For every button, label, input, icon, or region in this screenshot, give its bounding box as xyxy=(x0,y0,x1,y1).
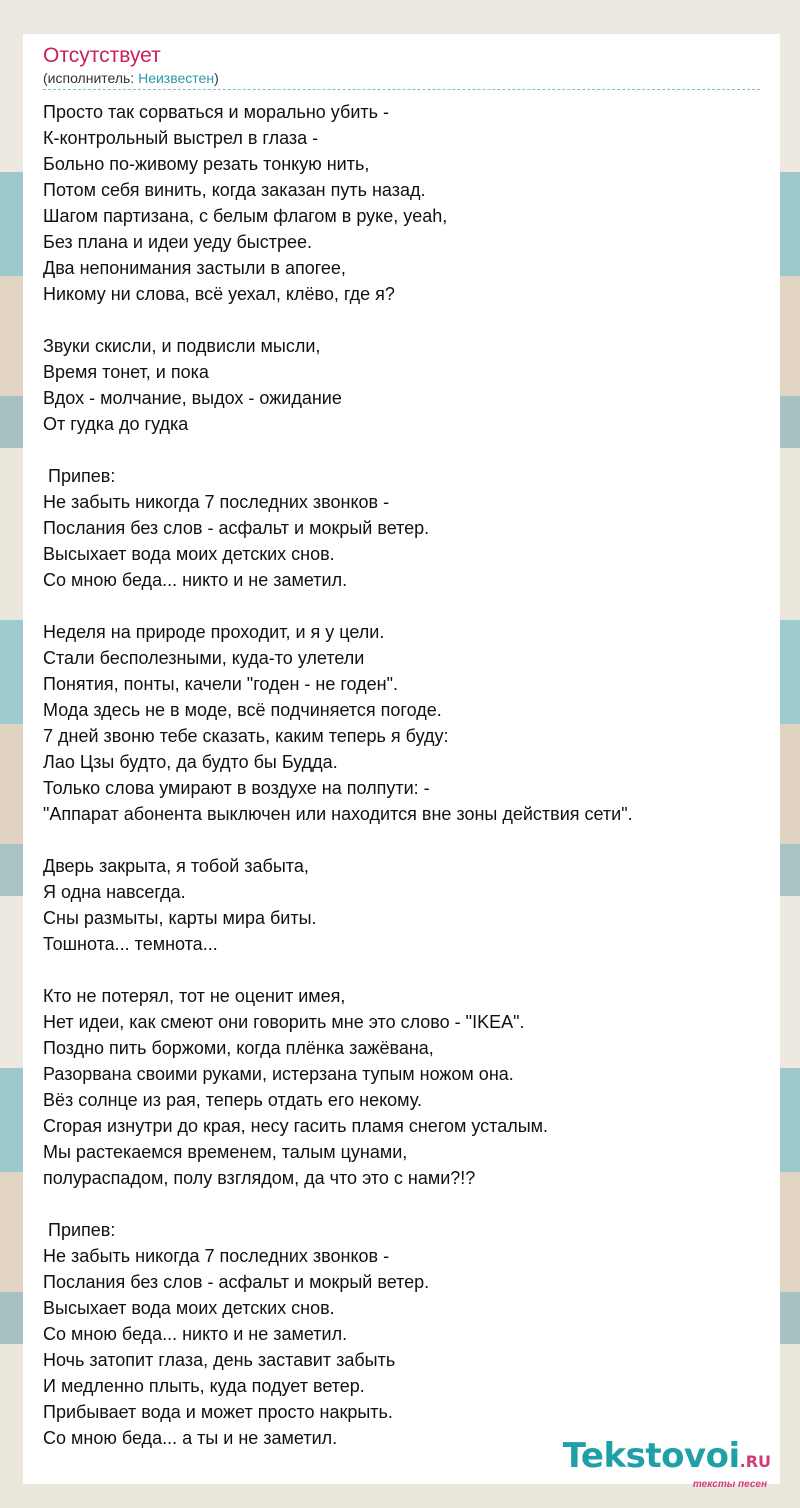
lyrics-card xyxy=(23,34,780,1484)
lyric-line: Просто так сорваться и морально убить - xyxy=(43,102,389,122)
lyric-line: Высыхает вода моих детских снов. xyxy=(43,544,335,564)
lyric-line: Послания без слов - асфальт и мокрый ветер. xyxy=(43,518,430,538)
song-title: Отсутствует xyxy=(43,44,161,67)
artist-suffix: ) xyxy=(214,70,219,86)
lyric-line: Два непонимания застыли в апогее, xyxy=(43,258,346,278)
lyric-line: Поздно пить боржоми, когда плёнка зажёвана, xyxy=(43,1038,434,1058)
lyric-line: Шагом партизана, с белым флагом в руке, yeah, xyxy=(43,206,448,226)
lyric-line xyxy=(43,827,760,853)
lyric-line: Никому ни слова, всё уехал, клёво, где я? xyxy=(43,284,395,304)
lyric-line: Я одна навсегда. xyxy=(43,882,186,902)
lyric-line: Со мною беда... никто и не заметил. xyxy=(43,570,348,590)
lyric-line: Лао Цзы будто, да будто бы Будда. xyxy=(43,752,338,772)
lyric-line: Сгорая изнутри до края, несу гасить пламя снегом усталым. xyxy=(43,1116,549,1136)
lyric-line xyxy=(43,437,760,463)
artist-line xyxy=(43,69,760,90)
lyric-line: Потом себя винить, когда заказан путь назад. xyxy=(43,180,426,200)
lyric-line: Больно по-живому резать тонкую нить, xyxy=(43,154,370,174)
lyric-line: От гудка до гудка xyxy=(43,414,189,434)
lyric-line xyxy=(43,593,760,619)
lyric-line: Тошнота... темнота... xyxy=(43,934,218,954)
lyric-line: 7 дней звоню тебе сказать, каким теперь я буду: xyxy=(43,726,449,746)
lyric-line: Ночь затопит глаза, день заставит забыть xyxy=(43,1350,396,1370)
lyric-line: Не забыть никогда 7 последних звонков - xyxy=(43,1246,390,1266)
lyric-line: Неделя на природе проходит, и я у цели. xyxy=(43,622,385,642)
artist-prefix: (исполнитель: xyxy=(43,70,139,86)
lyric-line: Кто не потерял, тот не оценит имея, xyxy=(43,986,346,1006)
lyric-line: Сны размыты, карты мира биты. xyxy=(43,908,317,928)
lyric-line: Дверь закрыта, я тобой забыта, xyxy=(43,856,309,876)
lyric-line: Послания без слов - асфальт и мокрый ветер. xyxy=(43,1272,430,1292)
lyric-line: Прибывает вода и может просто накрыть. xyxy=(43,1402,393,1422)
lyric-line: Понятия, понты, качели "годен - не годен". xyxy=(43,674,399,694)
lyric-line: И медленно плыть, куда подует ветер. xyxy=(43,1376,365,1396)
lyric-line: Стали бесполезными, куда-то улетели xyxy=(43,648,365,668)
lyric-line: Вёз солнце из рая, теперь отдать его некому. xyxy=(43,1090,422,1110)
lyric-line: Разорвана своими руками, истерзана тупым ножом она. xyxy=(43,1064,514,1084)
site-logo[interactable] xyxy=(562,1436,771,1490)
lyric-line: Звуки скисли, и подвисли мысли, xyxy=(43,336,321,356)
lyric-line: Припев: xyxy=(43,466,116,486)
lyric-line: "Аппарат абонента выключен или находится вне зоны действия сети". xyxy=(43,804,633,824)
lyric-line: Со мною беда... а ты и не заметил. xyxy=(43,1428,338,1448)
lyric-line: Высыхает вода моих детских снов. xyxy=(43,1298,335,1318)
lyric-line: Припев: xyxy=(43,1220,116,1240)
logo-tld: .RU xyxy=(739,1452,771,1471)
lyrics-text xyxy=(43,99,760,1451)
lyric-line: Время тонет, и пока xyxy=(43,362,209,382)
logo-name: Tekstovoi xyxy=(562,1436,740,1476)
artist-link[interactable]: Неизвестен xyxy=(138,70,215,86)
logo-wordmark xyxy=(562,1436,771,1479)
lyric-line xyxy=(43,1191,760,1217)
lyric-line: Мода здесь не в моде, всё подчиняется погоде. xyxy=(43,700,442,720)
lyric-line: Только слова умирают в воздухе на полпути: - xyxy=(43,778,430,798)
logo-tagline: тексты песен xyxy=(692,1479,767,1490)
lyric-line: Мы растекаемся временем, талым цунами, xyxy=(43,1142,408,1162)
lyric-line: Без плана и идеи уеду быстрее. xyxy=(43,232,313,252)
lyric-line: Со мною беда... никто и не заметил. xyxy=(43,1324,348,1344)
lyric-line: Нет идеи, как смеют они говорить мне это слово - "IKEA". xyxy=(43,1012,525,1032)
lyric-line: полураспадом, полу взглядом, да что это с нами?!? xyxy=(43,1168,476,1188)
lyric-line xyxy=(43,957,760,983)
lyric-line: Вдох - молчание, выдох - ожидание xyxy=(43,388,342,408)
lyric-line: К-контрольный выстрел в глаза - xyxy=(43,128,319,148)
lyric-line: Не забыть никогда 7 последних звонков - xyxy=(43,492,390,512)
lyric-line xyxy=(43,307,760,333)
